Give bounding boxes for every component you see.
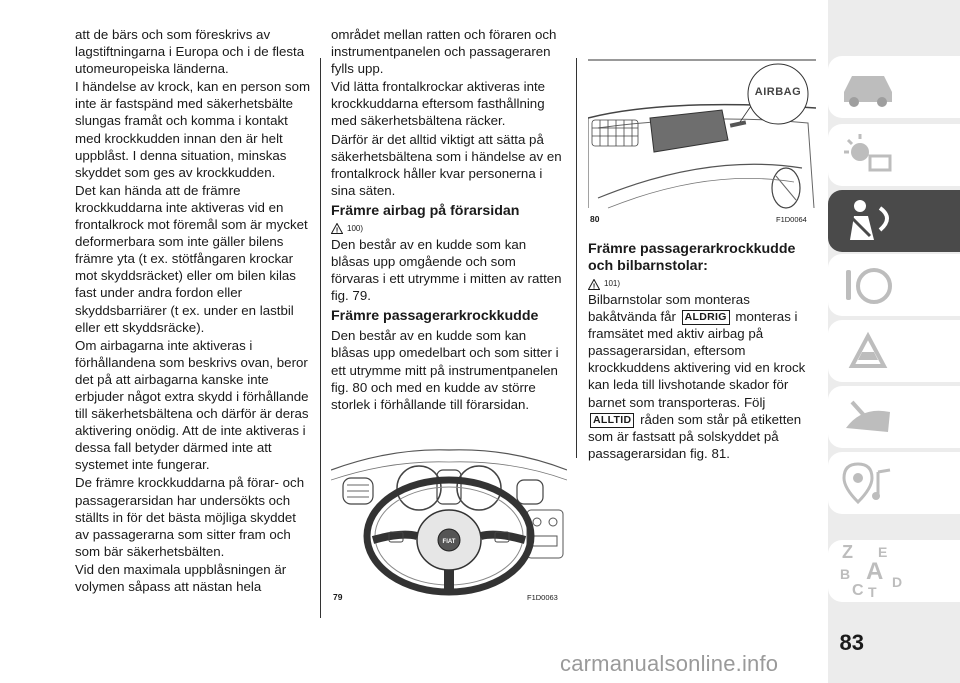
warning-reference <box>331 222 567 236</box>
airbag-label: AIRBAG <box>754 86 802 98</box>
svg-text:!: ! <box>335 227 339 235</box>
column-divider <box>576 58 577 458</box>
figure-passenger-airbag <box>588 58 816 218</box>
emphasis-badge: ALDRIG <box>682 310 730 325</box>
column-2 <box>331 26 567 414</box>
tab-emergency[interactable] <box>828 320 960 382</box>
maintenance-icon <box>838 392 898 442</box>
paragraph: Vid lätta frontalkrockar aktiveras inte krockkuddarna eftersom fasthållning med säkerhetsbältena räcker. <box>331 79 546 129</box>
tab-maintenance[interactable] <box>828 386 960 448</box>
text-segment: Bilbarnstolar som monteras bakåtvända får <box>588 292 750 325</box>
paragraph: Därför är det alltid viktigt att sätta på säkerhetsbältena som i händelse av en frontalkrock håller kvar personerna i sina säten. <box>331 131 562 198</box>
tab-dashboard[interactable] <box>828 56 960 118</box>
passenger-airbag-illustration <box>588 58 816 218</box>
figure-code: F1D0063 <box>527 593 558 602</box>
column-1 <box>75 26 311 596</box>
index-letter: T <box>868 584 877 600</box>
text-segment: monteras i framsätet med aktiv airbag på passagerarsidan, eftersom krockkuddens aktivering vid en krock kan leda till livshotande skador för barnet som transporteras. Följ <box>588 309 806 410</box>
starting-driving-icon <box>838 260 898 310</box>
svg-text:FIAT: FIAT <box>442 539 456 545</box>
paragraph: I händelse av krock, kan en person som inte är fastspänd med säkerhetsbälte slungas framåt och komma i kontakt med krockkudden innan den är helt uppblåst. I denna situation, minskas skyddet som ges av krockkudden. <box>75 79 311 180</box>
paragraph: att de bärs och som föreskrivs av lagstiftningarna i Europa och i de flesta utomeuropeiska länderna. <box>75 27 305 77</box>
tab-index[interactable] <box>828 540 960 602</box>
warning-reference <box>588 277 816 291</box>
paragraph: Vid den maximala uppblåsningen är volymen såpass att nästan hela <box>75 561 287 594</box>
safety-airbag-icon <box>840 196 900 246</box>
emergency-icon <box>838 326 898 376</box>
paragraph: Den består av en kudde som kan blåsas upp omgående och som förvaras i ett utrymme i mitten av ratten fig. 79. <box>331 236 562 304</box>
paragraph: De främre krockkuddarna på förar- och passagerarsidan har undersökts och ställts in för det bästa möjliga skyddet av passagerarna som sitter fram och som bär säkerhetsbälten. <box>75 475 305 559</box>
index-icon <box>838 542 908 602</box>
text-segment: råden som står på etiketten som är fastsatt på solskyddet på passagerarsidan fig. 81. <box>588 411 802 461</box>
emphasis-badge: ALLTID <box>590 413 634 428</box>
paragraph: Den består av en kudde som kan blåsas upp omedelbart och som sitter i ett utrymme mitt på instrumentpanelen fig. 80 och med en kudde av större storlek i förhållande till förarsidan. <box>331 328 559 412</box>
index-letter: C <box>852 582 864 599</box>
steering-wheel-illustration <box>331 440 567 598</box>
figure-number: 80 <box>590 214 600 224</box>
index-letter: E <box>878 544 888 560</box>
section-heading: Främre passagerarkrockkudde <box>331 308 539 325</box>
page-number: 83 <box>839 630 864 655</box>
figure-number: 79 <box>333 592 343 602</box>
index-letter: D <box>892 574 903 590</box>
paragraph: Det kan hända att de främre krockkuddarna inte aktiveras vid en frontalkrock mot föremål som är mycket deformerbara som inte gäller bilens främre yta (t ex. stötfångaren krockar mot skyddsräcket) eller om bilen kilas fast under andra fordon eller skyddsbarriärer (t ex. under en lastbil eller ett skyddsräcke). <box>75 182 308 335</box>
watermark: carmanualsonline.info <box>560 651 779 676</box>
paragraph <box>588 291 816 462</box>
tab-safety[interactable] <box>828 190 960 252</box>
index-letter: Z <box>842 542 853 562</box>
figure-steering-wheel <box>331 440 567 598</box>
figure-code: F1D0064 <box>776 215 807 224</box>
svg-text:!: ! <box>592 282 596 290</box>
warning-triangle-icon <box>588 279 600 290</box>
tab-warning-lights[interactable] <box>828 124 960 186</box>
warning-lights-icon <box>838 130 898 180</box>
tab-multimedia[interactable] <box>828 452 960 514</box>
paragraph: området mellan ratten och föraren och instrumentpanelen och passageraren fylls upp. <box>331 27 557 77</box>
section-heading: Främre airbag på förarsidan <box>331 202 520 219</box>
section-heading: Främre passagerarkrockkudde och bilbarnstolar: <box>588 241 796 274</box>
column-3 <box>588 241 816 463</box>
paragraph: Om airbagarna inte aktiveras i förhållandena som beskrivs ovan, beror det på att airbagarna kanske inte erbjuder något extra skydd i förhållande till säkerhetsbältena och därför är deras aktivering onödig. Att de inte aktiveras i dessa fall betyder därmed inte att systemet inte fungerar. <box>75 337 309 473</box>
warning-number: 100) <box>347 223 364 233</box>
index-letter: A <box>866 558 884 585</box>
tab-starting-driving[interactable] <box>828 254 960 316</box>
car-dashboard-icon <box>838 62 898 112</box>
index-letter: B <box>840 566 851 582</box>
warning-number: 101) <box>604 279 621 288</box>
warning-triangle-icon <box>331 223 343 234</box>
column-divider <box>320 58 321 618</box>
multimedia-icon <box>838 458 898 508</box>
